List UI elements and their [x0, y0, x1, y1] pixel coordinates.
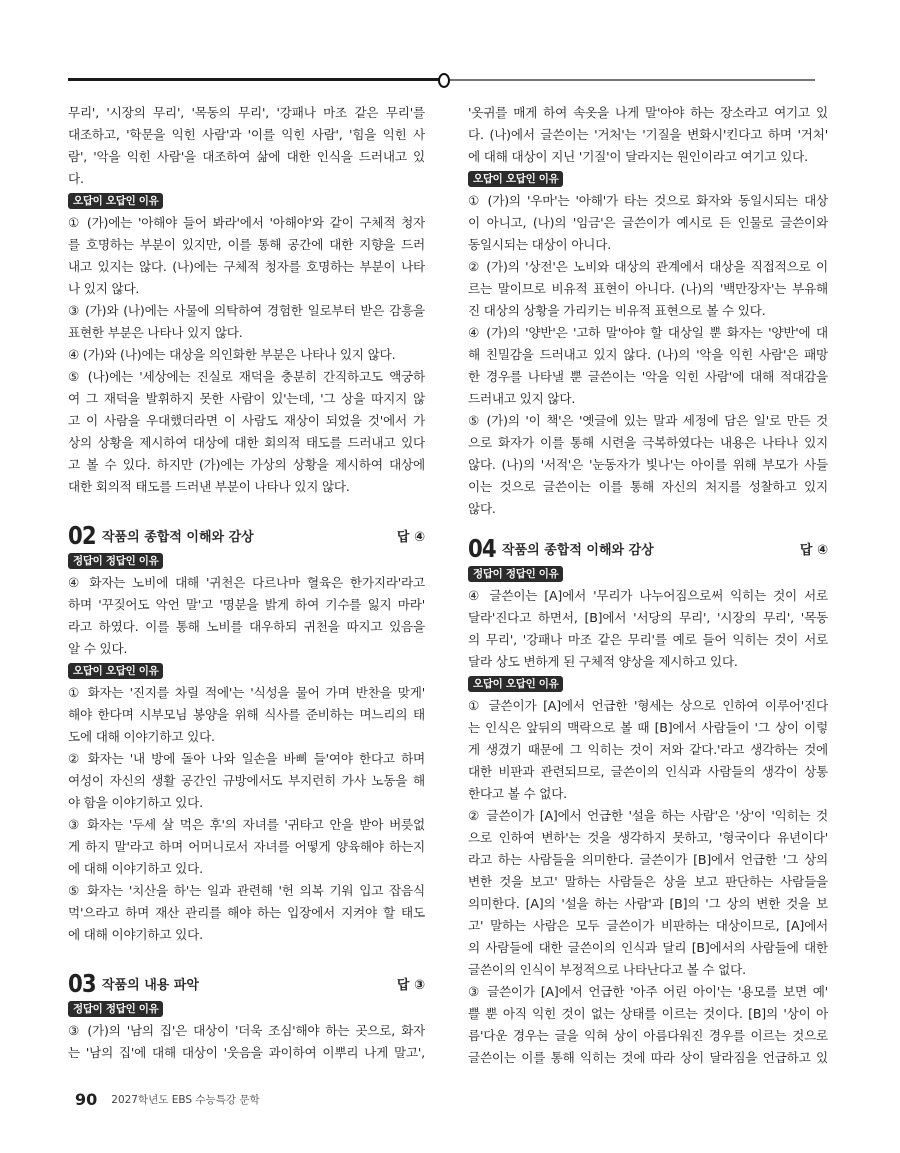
- text-line: 글쓴이는 이를 통해 익히는 것에 따라 상이 달라짐을 언급하고 있: [468, 1050, 828, 1065]
- text-line: 하며 '꾸짖어도 악언 말'고 '명분을 밝게 하여 기수를 잃지 마라': [68, 597, 425, 612]
- text-line: 고' 말하는 사람은 모두 글쓴이가 비판하는 대상이므로, [A]에서: [468, 918, 828, 933]
- reason-badge: 오답이 오답인 이유: [68, 663, 163, 679]
- reason-badge: 오답이 오답인 이유: [68, 193, 163, 209]
- text-line: ④ 화자는 노비에 대해 '귀천은 다르나마 혈육은 한가지라'라고: [68, 575, 425, 590]
- text-line: 한다고 볼 수 없다.: [468, 786, 567, 801]
- badge-row: [68, 550, 425, 572]
- text-line: 름'다운 경우는 글을 익혀 상이 아름다워진 경우를 이르는 것으로: [468, 1028, 828, 1043]
- text-line: ① 글쓴이가 [A]에서 언급한 '형세는 상으로 인하여 이루어'진다: [468, 698, 828, 713]
- text-line: 한 경우를 나타낼 뿐 글쓴이는 '악을 익힌 사람'에 대해 적대감을: [468, 369, 828, 384]
- text-line: 여성이 자신의 생활 공간인 규방에서도 부지런히 가사 노동을 해: [68, 773, 425, 788]
- text-line: 는 '남의 집'에 대해 대상이 '웃음을 과이하여 이뿌리 나게 말고',: [68, 1045, 425, 1060]
- page-number: 90: [75, 1090, 98, 1109]
- badge-row: [468, 673, 828, 695]
- header-rule-light: [443, 79, 815, 81]
- text-line: ② (가)의 '상전'은 노비와 대상의 관계에서 대상을 직접적으로 이: [468, 259, 828, 274]
- explanation-paragraph: [68, 300, 425, 344]
- text-line: 게 하지 말'라고 하며 어머니로서 자녀를 어떻게 양육해야 하는지: [68, 839, 425, 854]
- badge-row: [468, 168, 828, 190]
- text-line: 의미한다. [A]의 '설을 하는 사람'과 [B]의 '그 상의 변한 것을 보: [468, 896, 828, 911]
- text-line: 게 생겼기 때문에 그 익히는 것이 저와 같다.'라고 생각하는 것에: [468, 742, 828, 757]
- text-line: 를 호명하는 부분이 있지만, 이를 통해 공간에 대한 지향을 드러: [68, 237, 425, 252]
- text-line: ③ (가)와 (나)에는 사물에 의탁하여 경험한 일로부터 받은 감흥을: [68, 303, 425, 318]
- text-line: 에 대해 대상이 지닌 '기질'이 달라지는 원인이라고 여기고 있다.: [468, 149, 808, 164]
- explanation-paragraph: [68, 212, 425, 300]
- answer-label: 답 ③: [396, 977, 425, 993]
- section-heading: [468, 533, 828, 563]
- explanation-paragraph: [68, 102, 425, 190]
- reason-badge: 정답이 정답인 이유: [468, 566, 563, 582]
- text-line: ① (가)에는 '아해야 들어 봐라'에서 '아해야'와 같이 구체적 청자: [68, 215, 425, 230]
- reason-badge: 정답이 정답인 이유: [68, 1001, 163, 1017]
- text-line: ③ (가)의 '남의 집'은 대상이 '더욱 조심'해야 하는 곳으로, 화자: [68, 1023, 425, 1038]
- text-line: 람', '악을 익힌 사람'을 대조하여 삶에 대한 인식을 드러내고 있: [68, 149, 425, 164]
- text-line: 다. (나)에서 글쓴이는 '거처'는 '기질을 변화시'킨다고 하며 '거처': [468, 127, 828, 142]
- text-line: ② 글쓴이가 [A]에서 언급한 '설을 하는 사람'은 '상'이 '익히는 것: [468, 808, 828, 823]
- text-line: 무리', '시장의 무리', '목동의 무리', '강패나 마조 같은 무리'를: [68, 105, 425, 120]
- reason-badge: 정답이 정답인 이유: [68, 553, 163, 569]
- explanation-paragraph: [68, 682, 425, 748]
- text-line: 의 무리', '강패나 마조 같은 무리'를 예로 들어 익히는 것이 서로: [468, 632, 828, 647]
- right-column-top: [468, 102, 828, 520]
- text-line: ④ 글쓴이는 [A]에서 '무리가 나누어짐으로써 익히는 것이 서로: [468, 588, 828, 603]
- explanation-paragraph: [468, 256, 828, 322]
- explanation-paragraph: [468, 805, 828, 981]
- explanation-paragraph: [468, 585, 828, 673]
- header-rule-dark: [68, 78, 443, 81]
- text-line: 글쓴이의 인식이 부정적으로 나타난다고 볼 수 없다.: [468, 962, 746, 977]
- left-column-top: [68, 102, 425, 498]
- explanation-paragraph: [468, 981, 828, 1069]
- badge-row: [468, 563, 828, 585]
- text-line: 는 인식은 앞뒤의 맥락으로 볼 때 [B]에서 사람들이 '그 상이 이렇: [468, 720, 828, 735]
- text-line: ④ (가)의 '양반'은 '고하 말'아야 할 대상일 뿐 화자는 '양반'에 대: [468, 325, 828, 340]
- text-line: 라고 하였다. 이를 통해 노비를 대우하되 귀천을 따지고 있음을: [68, 619, 425, 634]
- explanation-paragraph: [68, 366, 425, 498]
- text-line: 않다.: [468, 501, 496, 516]
- explanation-paragraph: [468, 190, 828, 256]
- text-line: ③ 화자는 '두세 살 먹은 후'의 자녀를 '귀타고 안을 받아 버릇없: [68, 817, 425, 832]
- section-heading: [68, 520, 425, 550]
- text-line: 나 있지 않다.: [68, 281, 140, 296]
- question-number: 03: [68, 968, 96, 998]
- text-line: 이는 것으로 글쓴이는 이를 통해 자신의 처지를 성찰하고 있지: [468, 479, 828, 494]
- text-line: 않다. (나)의 '서적'은 '눈동자가 빛나'는 아이를 위해 부모가 사들: [468, 457, 828, 472]
- text-line: 대한 비판과 관련되므로, 글쓴이의 인식과 사람들의 생각이 상통: [468, 764, 828, 779]
- text-line: 달라'진다고 하면서, [B]에서 '서당의 무리', '시장의 무리', '목동: [468, 610, 828, 625]
- page-footer: [75, 1090, 260, 1109]
- text-line: 변한 것을 보고' 말하는 사람들은 상을 보고 판단하는 사람들을: [468, 874, 828, 889]
- text-line: 해야 한다며 시부모님 봉양을 위해 식사를 준비하는 며느리의 태: [68, 707, 425, 722]
- text-line: ⑤ (가)의 '이 책'은 '옛글에 있는 말과 세정에 담은 일'로 만든 것: [468, 413, 828, 428]
- explanation-paragraph: [68, 814, 425, 880]
- reason-badge: 오답이 오답인 이유: [468, 171, 563, 187]
- text-line: ④ (가)와 (나)에는 대상을 의인화한 부분은 나타나 있지 않다.: [68, 347, 396, 362]
- text-line: 으로 화자가 이를 통해 시련을 극복하였다는 내용은 나타나 있지: [468, 435, 828, 450]
- text-line: 야 함을 이야기하고 있다.: [68, 795, 203, 810]
- text-line: 대조하고, '학문을 익힌 사람'과 '이를 익힌 사람', '힘을 익힌 사: [68, 127, 425, 142]
- text-line: 쁠 뿐 아직 익힌 것이 없는 상태를 이르는 것이다. [B]의 '상이 아: [468, 1006, 828, 1021]
- answer-label: 답 ④: [396, 529, 425, 545]
- text-line: 에 대해 이야기하고 있다.: [68, 927, 203, 942]
- question-title: 작품의 종합적 이해와 감상: [502, 542, 654, 558]
- text-line: 내고 있지는 않다. (나)에는 구체적 청자를 호명하는 부분이 나타: [68, 259, 425, 274]
- badge-row: [68, 660, 425, 682]
- answer-section-02: [68, 520, 425, 946]
- text-line: 알 수 있다.: [68, 641, 128, 656]
- text-line: 르는 말이므로 비유적 표현이 아니다. (나)의 '백만장자'는 부유해: [468, 281, 828, 296]
- text-line: 해 친밀감을 드러내고 있지 않다. (나)의 '악을 익힌 사람'은 패망: [468, 347, 828, 362]
- text-line: ⑤ (나)에는 '세상에는 진실로 재덕을 충분히 간직하고도 액궁하: [68, 369, 425, 384]
- text-line: 상의 상황을 제시하여 대상에 대한 회의적 태도를 드러내고 있다: [68, 435, 425, 450]
- text-line: ① 화자는 '진지를 차릴 적에'는 '식성을 물어 가며 반찬을 맞게': [68, 685, 425, 700]
- badge-row: [68, 998, 425, 1020]
- text-line: ③ 글쓴이가 [A]에서 언급한 '아주 어린 아이'는 '용모를 보면 예': [468, 984, 828, 999]
- explanation-paragraph: [468, 410, 828, 520]
- text-line: ① (가)의 '우마'는 '아해'가 타는 것으로 화자와 동일시되는 대상: [468, 193, 828, 208]
- text-line: 다.: [68, 171, 84, 186]
- answer-section-04: [468, 533, 828, 1069]
- badge-row: [68, 190, 425, 212]
- reason-badge: 오답이 오답인 이유: [468, 676, 563, 692]
- header-rule-circle: [438, 73, 450, 88]
- text-line: 에 대해 이야기하고 있다.: [68, 861, 203, 876]
- answer-label: 답 ④: [799, 542, 828, 558]
- text-line: 먹'으라고 하며 재산 관리를 해야 하는 입장에서 지켜야 할 태도: [68, 905, 425, 920]
- text-line: ② 화자는 '내 방에 돌아 나와 일손을 바삐 들'여야 한다고 하며: [68, 751, 425, 766]
- text-line: 여 그 재덕을 발휘하지 못한 사람이 있'는데, '그 상을 따지지 않: [68, 391, 425, 406]
- explanation-paragraph: [468, 695, 828, 805]
- explanation-paragraph: [68, 1020, 425, 1064]
- question-title: 작품의 내용 파악: [102, 977, 199, 993]
- text-line: 표현한 부분은 나타나 있지 않다.: [68, 325, 243, 340]
- text-line: 동일시되는 대상이 아니다.: [468, 237, 612, 252]
- text-line: '옷귀를 매게 하여 속옷을 나게 말'아야 하는 장소라고 여기고 있: [468, 105, 828, 120]
- answer-section-03: [68, 968, 425, 1064]
- explanation-paragraph: [468, 322, 828, 410]
- explanation-paragraph: [68, 572, 425, 660]
- explanation-paragraph: [68, 344, 425, 366]
- section-heading: [68, 968, 425, 998]
- text-line: 라고 하는 사람들을 의미한다. 글쓴이가 [B]에서 언급한 '그 상의: [468, 852, 828, 867]
- text-line: 의 사람들에 대한 글쓴이의 인식과 달리 [B]에서의 사람들에 대한: [468, 940, 828, 955]
- text-line: 달라 상도 변하게 된 구체적 양상을 제시하고 있다.: [468, 654, 738, 669]
- question-number: 02: [68, 520, 96, 550]
- question-title: 작품의 종합적 이해와 감상: [102, 529, 254, 545]
- text-line: 으로 인하여 변하'는 것을 생각하지 못하고, '형국이다 유년이다': [468, 830, 828, 845]
- book-title: 2027학년도 EBS 수능특강 문학: [111, 1094, 260, 1106]
- text-line: 드러내고 있지 않다.: [468, 391, 576, 406]
- text-line: 고 이 사람을 우대했더라면 이 사람도 재상이 되었을 것'에서 가: [68, 413, 425, 428]
- explanation-paragraph: [68, 748, 425, 814]
- text-line: 고 볼 수 있다. 하지만 (가)에는 가상의 상황을 제시하여 대상에: [68, 457, 425, 472]
- text-line: 도에 대해 이야기하고 있다.: [68, 729, 215, 744]
- explanation-paragraph: [68, 880, 425, 946]
- text-line: 대한 회의적 태도를 드러낸 부분이 나타나 있지 않다.: [68, 479, 350, 494]
- text-line: 진 대상의 상황을 가리키는 비유적 표현으로 볼 수 있다.: [468, 303, 766, 318]
- text-line: 이 아니고, (나)의 '임금'은 글쓴이가 예시로 든 인물로 글쓴이와: [468, 215, 828, 230]
- explanation-paragraph: [468, 102, 828, 168]
- text-line: ⑤ 화자는 '치산을 하'는 일과 관련해 '헌 의복 기워 입고 잡음식: [68, 883, 425, 898]
- question-number: 04: [468, 533, 496, 563]
